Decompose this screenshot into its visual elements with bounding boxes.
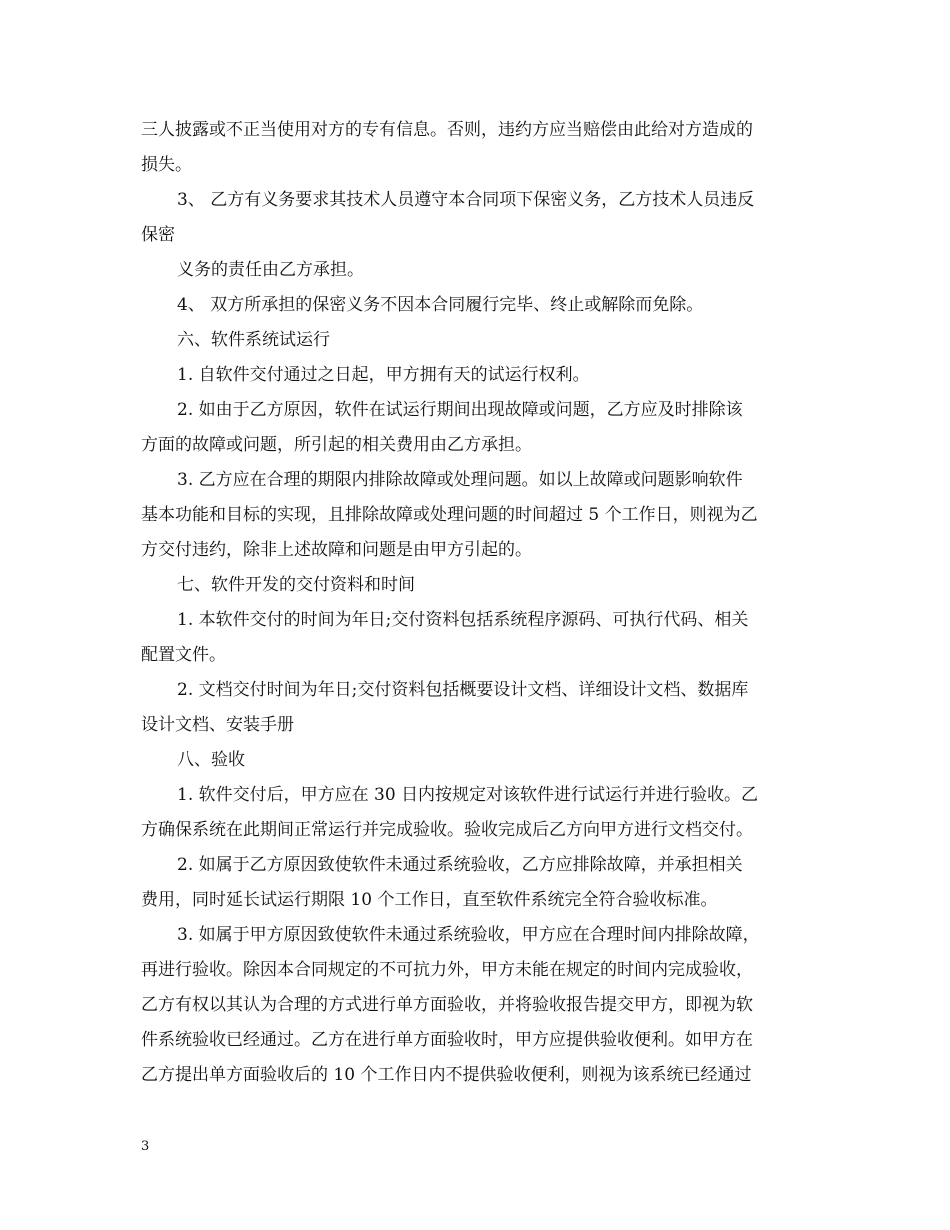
text-line: 乙方有权以其认为合理的方式进行单方面验收，并将验收报告提交甲方，即视为软 <box>141 995 753 1015</box>
text-line: 3. 乙方应在合理的期限内排除故障或处理问题。如以上故障或问题影响软件 <box>177 470 743 490</box>
text-line: 方面的故障或问题，所引起的相关费用由乙方承担。 <box>141 435 532 455</box>
section-heading: 六、软件系统试运行 <box>177 330 330 350</box>
text-line: 三人披露或不正当使用对方的专有信息。否则，违约方应当赔偿由此给对方造成的 <box>141 120 753 140</box>
page-number: 3 <box>141 1139 150 1154</box>
text-line: 3、 乙方有义务要求其技术人员遵守本合同项下保密义务，乙方技术人员违反 <box>177 190 755 210</box>
text-line: 1. 自软件交付通过之日起，甲方拥有天的试运行权利。 <box>177 365 590 385</box>
text-line: 3. 如属于甲方原因致使软件未通过系统验收，甲方应在合理时间内排除故障， <box>177 925 760 945</box>
text-line: 1. 软件交付后，甲方应在 30 日内按规定对该软件进行试运行并进行验收。乙 <box>177 785 759 805</box>
text-line: 保密 <box>141 225 175 245</box>
text-line: 再进行验收。除因本合同规定的不可抗力外，甲方未能在规定的时间内完成验收， <box>141 960 753 980</box>
text-line: 配置文件。 <box>141 645 226 665</box>
text-line: 乙方提出单方面验收后的 10 个工作日内不提供验收便利，则视为该系统已经通过 <box>141 1065 752 1085</box>
text-line: 件系统验收已经通过。乙方在进行单方面验收时，甲方应提供验收便利。如甲方在 <box>141 1030 753 1050</box>
section-heading: 八、验收 <box>177 750 245 770</box>
text-line: 2. 如由于乙方原因，软件在试运行期间出现故障或问题，乙方应及时排除该 <box>177 400 743 420</box>
text-line: 1. 本软件交付的时间为年日;交付资料包括系统程序源码、可执行代码、相关 <box>177 610 749 630</box>
text-line: 方交付违约，除非上述故障和问题是由甲方引起的。 <box>141 540 532 560</box>
text-line: 义务的责任由乙方承担。 <box>177 260 364 280</box>
text-line: 基本功能和目标的实现，且排除故障或处理问题的时间超过 5 个工作日，则视为乙 <box>141 505 758 525</box>
section-heading: 七、软件开发的交付资料和时间 <box>177 575 415 595</box>
text-line: 2. 如属于乙方原因致使软件未通过系统验收，乙方应排除故障，并承担相关 <box>177 855 743 875</box>
text-line: 费用，同时延长试运行期限 10 个工作日，直至软件系统完全符合验收标准。 <box>141 890 718 910</box>
text-line: 2. 文档交付时间为年日;交付资料包括概要设计文档、详细设计文档、数据库 <box>177 680 749 700</box>
text-line: 损失。 <box>141 155 192 175</box>
text-line: 设计文档、安装手册 <box>141 715 294 735</box>
text-line: 4、 双方所承担的保密义务不因本合同履行完毕、终止或解除而免除。 <box>177 295 704 315</box>
text-line: 方确保系统在此期间正常运行并完成验收。验收完成后乙方向甲方进行文档交付。 <box>141 820 753 840</box>
